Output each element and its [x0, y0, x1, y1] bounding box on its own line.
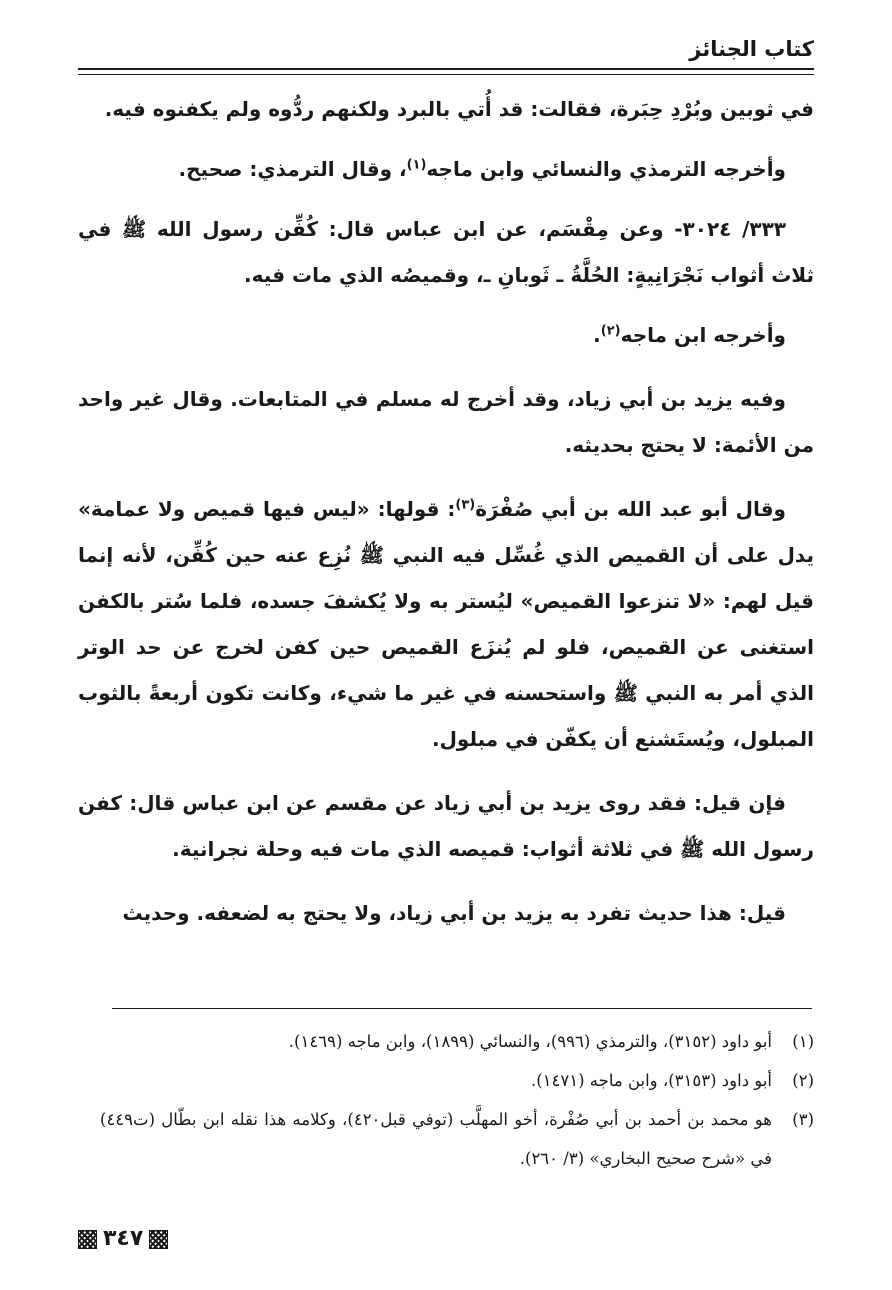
paragraph-7: فإن قيل: فقد روى يزيد بن أبي زياد عن مقسم عن ابن عباس قال: كفن رسول الله ﷺ في ثلاثة أثواب: قميصه الذي مات فيه وحلة نجرانية. [78, 791, 814, 861]
chapter-title: كتاب الجنائز [689, 37, 814, 61]
footnote-separator [112, 1008, 812, 1009]
paragraph-6-text-a: وقال أبو عبد الله بن أبي صُفْرَة [475, 497, 786, 521]
footnotes [100, 1022, 814, 1178]
running-header [78, 32, 814, 76]
paragraph-8: قيل: هذا حديث تفرد به يزيد بن أبي زياد، ولا يحتج به لضعفه. وحديث [122, 901, 786, 925]
header-rule-thick [78, 68, 814, 70]
paragraph-4 [78, 312, 814, 358]
paragraph-1: في ثوبين وبُرْدِ حِبَرة، فقالت: قد أُتي بالبرد ولكنهم ردُّوه ولم يكفنوه فيه. [104, 97, 814, 121]
header-rule-thin [78, 74, 814, 75]
paragraph-2-text-a: وأخرجه الترمذي والنسائي وابن ماجه [426, 157, 786, 181]
paragraph-5: وفيه يزيد بن أبي زياد، وقد أخرج له مسلم في المتابعات. وقال غير واحد من الأئمة: لا يحتج بحديثه. [78, 387, 814, 457]
paragraph-2-text-b: ، وقال الترمذي: صحيح. [178, 157, 407, 181]
footnote-1 [100, 1022, 814, 1061]
footnote-number: (٣) [792, 1110, 814, 1129]
paragraph-6-text-b: : قولها: «ليس فيها قميص ولا عمامة» يدل على أن القميص الذي غُسِّل فيه النبي ﷺ نُزِع عنه حين كُفِّن، لأنه إنما قيل لهم: «لا تنزعوا القميص» ليُستر به ولا يُكشفَ جسده، فلما سُتر بالكفن استغنى عن القميص، فلو لم يُنزَع القميص حين كفن لخرج عن حد الوتر الذي أمر به النبي ﷺ واستحسنه في غير ما شيء، وكانت تكون أربعةً بالثوب المبلول، ويُستَشنع أن يكفّن في مبلول. [78, 497, 814, 751]
paragraph-4-text-a: وأخرجه ابن ماجه [620, 323, 786, 347]
footnote-text: أبو داود (٣١٥٢)، والترمذي (٩٩٦)، والنسائي (١٨٩٩)، وابن ماجه (١٤٦٩). [288, 1032, 772, 1051]
main-text [78, 86, 814, 936]
footnote-ref-2[interactable]: (٢) [600, 323, 621, 339]
footnote-number: (٢) [792, 1071, 814, 1090]
footnote-ref-3[interactable]: (٣) [455, 497, 476, 513]
footnote-text: أبو داود (٣١٥٣)، وابن ماجه (١٤٧١). [530, 1071, 772, 1090]
footnote-number: (١) [792, 1032, 814, 1051]
footnote-ref-1[interactable]: (١) [406, 157, 427, 173]
footnote-text: هو محمد بن أحمد بن أبي صُفْرة، أخو المهلَّب (توفي قبل٤٢٠)، وكلامه هذا نقله ابن بطّال (ت٤٤٩) في «شرح صحيح البخاري» (٣/ ٢٦٠). [100, 1110, 772, 1168]
arabesque-ornament-icon [149, 1230, 168, 1249]
footnote-2 [100, 1061, 814, 1100]
footnote-3 [100, 1100, 814, 1178]
paragraph-6 [78, 486, 814, 762]
paragraph-4-text-b: . [593, 323, 601, 347]
paragraph-2 [78, 146, 814, 192]
arabesque-ornament-icon [78, 1230, 97, 1249]
page-number: ٣٤٧ [103, 1226, 144, 1251]
page-number-block [78, 1225, 168, 1253]
hadith-3024: ٣٣٣/ ٣٠٢٤- وعن مِقْسَم، عن ابن عباس قال: كُفِّن رسول الله ﷺ في ثلاث أثواب نَجْرَانِيةٍ: الحُلَّةُ ـ ثَوبانِ ـ، وقميصُه الذي مات فيه. [78, 217, 814, 287]
